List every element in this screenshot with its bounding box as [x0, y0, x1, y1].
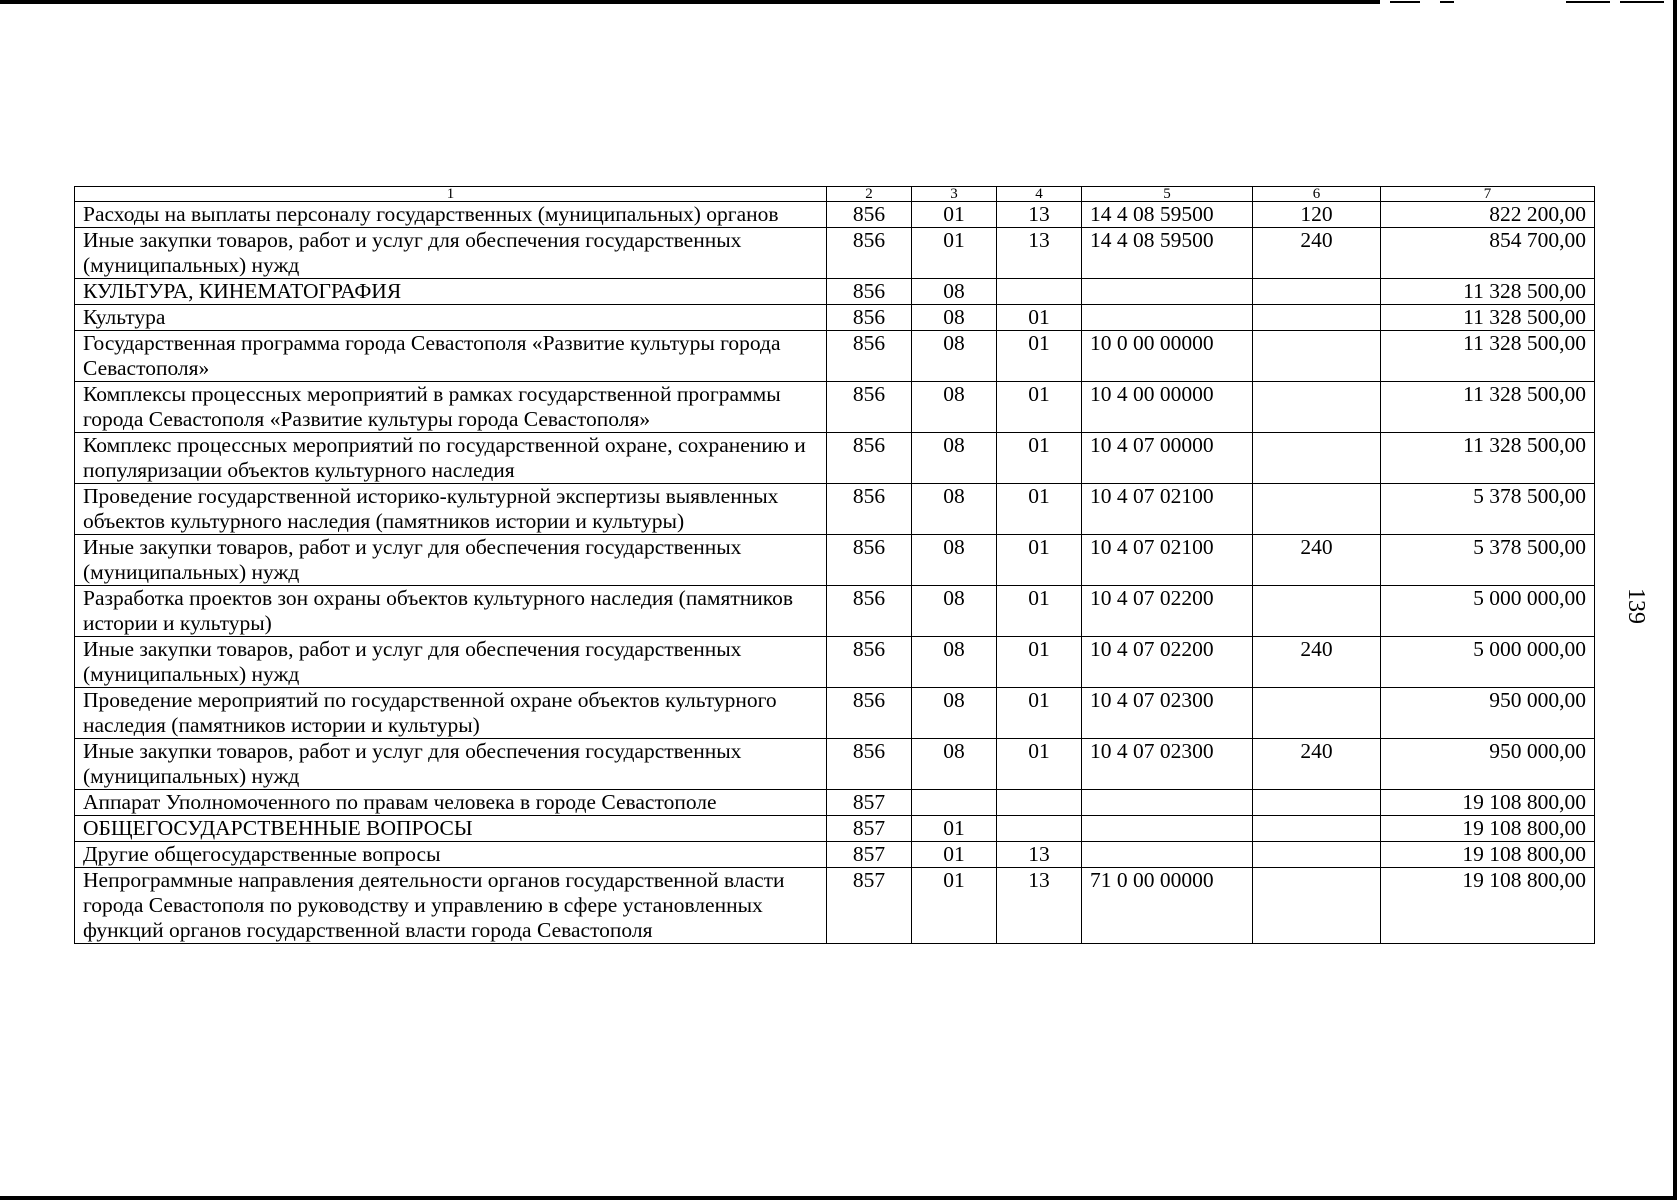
row-subsection-cell: 01 [997, 535, 1082, 586]
right-page-edge [1673, 0, 1677, 1200]
row-target-article-cell: 14 4 08 59500 [1082, 228, 1253, 279]
row-grbs-cell: 857 [827, 842, 912, 868]
row-expense-type-cell [1253, 868, 1381, 944]
row-grbs-cell: 856 [827, 305, 912, 331]
row-amount-cell: 19 108 800,00 [1381, 868, 1595, 944]
table-row [75, 484, 1595, 535]
top-page-dash [1440, 1, 1454, 3]
row-target-article-cell: 71 0 00 00000 [1082, 868, 1253, 944]
row-target-article-cell: 10 4 07 00000 [1082, 433, 1253, 484]
row-grbs-cell: 856 [827, 688, 912, 739]
row-section-cell: 08 [912, 433, 997, 484]
row-subsection-cell: 01 [997, 433, 1082, 484]
row-target-article-cell: 10 4 07 02100 [1082, 535, 1253, 586]
row-grbs-cell: 856 [827, 484, 912, 535]
row-grbs-cell: 856 [827, 637, 912, 688]
row-expense-type-cell [1253, 484, 1381, 535]
row-expense-type-cell [1253, 279, 1381, 305]
row-expense-type-cell [1253, 842, 1381, 868]
row-target-article-cell [1082, 790, 1253, 816]
row-target-article-cell: 10 4 00 00000 [1082, 382, 1253, 433]
row-amount-cell: 5 000 000,00 [1381, 586, 1595, 637]
row-subsection-cell: 01 [997, 331, 1082, 382]
top-page-dash [1566, 1, 1610, 3]
row-name-cell: Другие общегосударственные вопросы [75, 842, 827, 868]
row-target-article-cell: 14 4 08 59500 [1082, 202, 1253, 228]
row-subsection-cell: 01 [997, 586, 1082, 637]
row-subsection-cell: 01 [997, 305, 1082, 331]
row-subsection-cell: 01 [997, 637, 1082, 688]
row-expense-type-cell: 240 [1253, 739, 1381, 790]
row-section-cell: 08 [912, 637, 997, 688]
row-grbs-cell: 856 [827, 228, 912, 279]
row-subsection-cell [997, 790, 1082, 816]
row-name-cell: Государственная программа города Севастополя «Развитие культуры города Севастополя» [75, 331, 827, 382]
row-subsection-cell [997, 279, 1082, 305]
row-section-cell: 08 [912, 484, 997, 535]
row-amount-cell: 11 328 500,00 [1381, 305, 1595, 331]
table-row [75, 228, 1595, 279]
top-page-rule [0, 0, 1380, 4]
top-page-dash [1390, 1, 1420, 3]
row-name-cell: Комплекс процессных мероприятий по государственной охране, сохранению и популяризации объектов культурного наследия [75, 433, 827, 484]
row-expense-type-cell: 240 [1253, 228, 1381, 279]
row-target-article-cell: 10 4 07 02100 [1082, 484, 1253, 535]
row-target-article-cell [1082, 279, 1253, 305]
table-row [75, 790, 1595, 816]
row-subsection-cell: 13 [997, 202, 1082, 228]
row-grbs-cell: 857 [827, 868, 912, 944]
row-section-cell: 01 [912, 868, 997, 944]
row-section-cell: 08 [912, 305, 997, 331]
row-section-cell: 08 [912, 279, 997, 305]
row-grbs-cell: 856 [827, 433, 912, 484]
row-section-cell: 08 [912, 331, 997, 382]
row-expense-type-cell [1253, 331, 1381, 382]
row-amount-cell: 19 108 800,00 [1381, 816, 1595, 842]
table-row [75, 202, 1595, 228]
row-amount-cell: 11 328 500,00 [1381, 382, 1595, 433]
row-subsection-cell: 01 [997, 739, 1082, 790]
row-name-cell: ОБЩЕГОСУДАРСТВЕННЫЕ ВОПРОСЫ [75, 816, 827, 842]
row-section-cell: 08 [912, 688, 997, 739]
table-row [75, 305, 1595, 331]
column-number-header-row [75, 187, 1595, 202]
row-amount-cell: 11 328 500,00 [1381, 331, 1595, 382]
row-amount-cell: 5 000 000,00 [1381, 637, 1595, 688]
row-name-cell: Иные закупки товаров, работ и услуг для обеспечения государственных (муниципальных) нужд [75, 637, 827, 688]
row-target-article-cell [1082, 816, 1253, 842]
bottom-page-rule [0, 1196, 1677, 1200]
row-amount-cell: 11 328 500,00 [1381, 433, 1595, 484]
row-amount-cell: 950 000,00 [1381, 688, 1595, 739]
row-section-cell: 01 [912, 228, 997, 279]
page-number: 139 [1623, 588, 1649, 624]
table-row [75, 433, 1595, 484]
row-expense-type-cell [1253, 382, 1381, 433]
row-amount-cell: 950 000,00 [1381, 739, 1595, 790]
table-row [75, 637, 1595, 688]
row-expense-type-cell [1253, 586, 1381, 637]
column-header: 2 [827, 187, 912, 202]
table-row [75, 868, 1595, 944]
budget-table [74, 186, 1595, 944]
row-target-article-cell: 10 0 00 00000 [1082, 331, 1253, 382]
row-name-cell: Проведение мероприятий по государственной охране объектов культурного наследия (памятников истории и культуры) [75, 688, 827, 739]
table-row [75, 842, 1595, 868]
column-header: 7 [1381, 187, 1595, 202]
row-target-article-cell: 10 4 07 02200 [1082, 586, 1253, 637]
row-name-cell: Иные закупки товаров, работ и услуг для обеспечения государственных (муниципальных) нужд [75, 739, 827, 790]
row-expense-type-cell: 240 [1253, 535, 1381, 586]
row-grbs-cell: 857 [827, 816, 912, 842]
top-page-dash [1620, 1, 1664, 3]
row-name-cell: Аппарат Уполномоченного по правам человека в городе Севастополе [75, 790, 827, 816]
row-name-cell: Иные закупки товаров, работ и услуг для обеспечения государственных (муниципальных) нужд [75, 228, 827, 279]
table-row [75, 586, 1595, 637]
row-name-cell: Проведение государственной историко-культурной экспертизы выявленных объектов культурного наследия (памятников истории и культуры) [75, 484, 827, 535]
table-row [75, 535, 1595, 586]
row-name-cell: Расходы на выплаты персоналу государственных (муниципальных) органов [75, 202, 827, 228]
row-amount-cell: 822 200,00 [1381, 202, 1595, 228]
row-amount-cell: 19 108 800,00 [1381, 790, 1595, 816]
table-body [75, 202, 1595, 944]
row-target-article-cell [1082, 305, 1253, 331]
row-subsection-cell: 13 [997, 842, 1082, 868]
row-subsection-cell: 13 [997, 868, 1082, 944]
row-grbs-cell: 856 [827, 535, 912, 586]
row-target-article-cell: 10 4 07 02300 [1082, 739, 1253, 790]
row-amount-cell: 19 108 800,00 [1381, 842, 1595, 868]
row-target-article-cell: 10 4 07 02200 [1082, 637, 1253, 688]
row-expense-type-cell: 120 [1253, 202, 1381, 228]
row-section-cell: 01 [912, 202, 997, 228]
table-row [75, 816, 1595, 842]
row-expense-type-cell [1253, 816, 1381, 842]
row-amount-cell: 854 700,00 [1381, 228, 1595, 279]
row-grbs-cell: 856 [827, 586, 912, 637]
row-section-cell: 08 [912, 586, 997, 637]
row-grbs-cell: 856 [827, 739, 912, 790]
row-expense-type-cell [1253, 688, 1381, 739]
row-amount-cell: 5 378 500,00 [1381, 484, 1595, 535]
column-header: 1 [75, 187, 827, 202]
row-section-cell: 08 [912, 535, 997, 586]
column-header: 4 [997, 187, 1082, 202]
row-section-cell [912, 790, 997, 816]
row-grbs-cell: 856 [827, 279, 912, 305]
row-expense-type-cell [1253, 433, 1381, 484]
row-section-cell: 08 [912, 382, 997, 433]
row-name-cell: Разработка проектов зон охраны объектов культурного наследия (памятников истории и культуры) [75, 586, 827, 637]
table-row [75, 382, 1595, 433]
row-expense-type-cell: 240 [1253, 637, 1381, 688]
row-target-article-cell [1082, 842, 1253, 868]
row-expense-type-cell [1253, 790, 1381, 816]
row-name-cell: КУЛЬТУРА, КИНЕМАТОГРАФИЯ [75, 279, 827, 305]
column-header: 3 [912, 187, 997, 202]
row-grbs-cell: 856 [827, 382, 912, 433]
row-subsection-cell: 01 [997, 688, 1082, 739]
row-section-cell: 01 [912, 842, 997, 868]
row-amount-cell: 5 378 500,00 [1381, 535, 1595, 586]
row-subsection-cell: 01 [997, 484, 1082, 535]
table-row [75, 331, 1595, 382]
row-name-cell: Непрограммные направления деятельности органов государственной власти города Севастополя по руководству и управлению в сфере установленных функций органов государственной власти города Севастополя [75, 868, 827, 944]
row-expense-type-cell [1253, 305, 1381, 331]
row-subsection-cell [997, 816, 1082, 842]
row-subsection-cell: 13 [997, 228, 1082, 279]
row-amount-cell: 11 328 500,00 [1381, 279, 1595, 305]
row-name-cell: Иные закупки товаров, работ и услуг для обеспечения государственных (муниципальных) нужд [75, 535, 827, 586]
row-name-cell: Культура [75, 305, 827, 331]
row-grbs-cell: 856 [827, 202, 912, 228]
row-grbs-cell: 856 [827, 331, 912, 382]
row-section-cell: 01 [912, 816, 997, 842]
column-header: 6 [1253, 187, 1381, 202]
column-header: 5 [1082, 187, 1253, 202]
row-target-article-cell: 10 4 07 02300 [1082, 688, 1253, 739]
row-subsection-cell: 01 [997, 382, 1082, 433]
row-section-cell: 08 [912, 739, 997, 790]
table-row [75, 688, 1595, 739]
table-row [75, 739, 1595, 790]
row-name-cell: Комплексы процессных мероприятий в рамках государственной программы города Севастополя «Развитие культуры города Севастополя» [75, 382, 827, 433]
row-grbs-cell: 857 [827, 790, 912, 816]
table-row [75, 279, 1595, 305]
